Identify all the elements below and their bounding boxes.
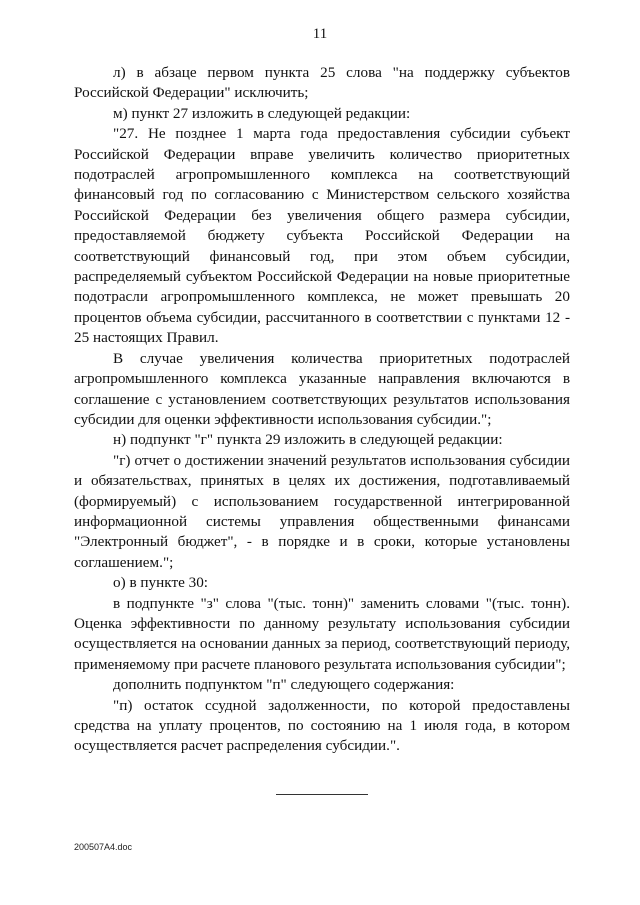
paragraph-27: "27. Не позднее 1 марта года предоставления субсидии субъект Российской Федерации вправе увеличить количество приоритетных подотраслей агропромышленного комплекса на соответствующий финансовый год по согласованию с Министерством сельского хозяйства Российской Федерации без увеличения общего размера субсидии, предоставляемой бюджету субъекта Российской Федерации на соответствующий финансовый год, при этом объем субсидии, распределяемый субъектом Российской Федерации на новые приоритетные подотрасли агропромышленного комплекса, не может превышать 20 процентов объема субсидии, рассчитанного в соответствии с пунктами 12 - 25 настоящих Правил.	[74, 125, 570, 347]
page-number: 11	[312, 26, 328, 42]
paragraph-add-p: дополнить подпунктом "п" следующего содержания:	[113, 676, 455, 694]
document-body	[74, 63, 570, 757]
paragraph-g: "г) отчет о достижении значений результатов использования субсидии и обязательствах, принятых в целях их достижения, подготавливаемый (формируемый) с использованием государственной интегрированной информационной системы управления общественными финансами "Электронный бюджет", - в порядке и в сроки, которые установлены соглашением.";	[74, 451, 570, 571]
paragraph-p: "п) остаток ссудной задолженности, по которой предоставлены средства на уплату процентов, по состоянию на 1 июля года, в котором осуществляется расчет распределения субсидии.".	[74, 696, 570, 755]
paragraph-z: в подпункте "з" слова "(тыс. тонн)" заменить словами "(тыс. тонн). Оценка эффективности по данному результату использования субсидии осуществляется на основании данных за период, соответствующий периоду, применяемому при расчете планового результата использования субсидии";	[74, 594, 570, 673]
footer-file-name: 200507А4.doc	[74, 842, 133, 852]
paragraph-o: о) в пункте 30:	[113, 574, 209, 592]
paragraph-m: м) пункт 27 изложить в следующей редакции:	[113, 104, 411, 122]
paragraph-27-continued: В случае увеличения количества приоритетных подотраслей агропромышленного комплекса указанные направления включаются в соглашение с установлением соответствующих результатов использования субсидии для оценки эффективности использования субсидии.";	[74, 349, 570, 428]
paragraph-l: л) в абзаце первом пункта 25 слова "на поддержку субъектов Российской Федерации" исключить;	[74, 64, 570, 102]
end-separator-line	[276, 794, 368, 795]
paragraph-n: н) подпункт "г" пункта 29 изложить в следующей редакции:	[113, 431, 503, 449]
